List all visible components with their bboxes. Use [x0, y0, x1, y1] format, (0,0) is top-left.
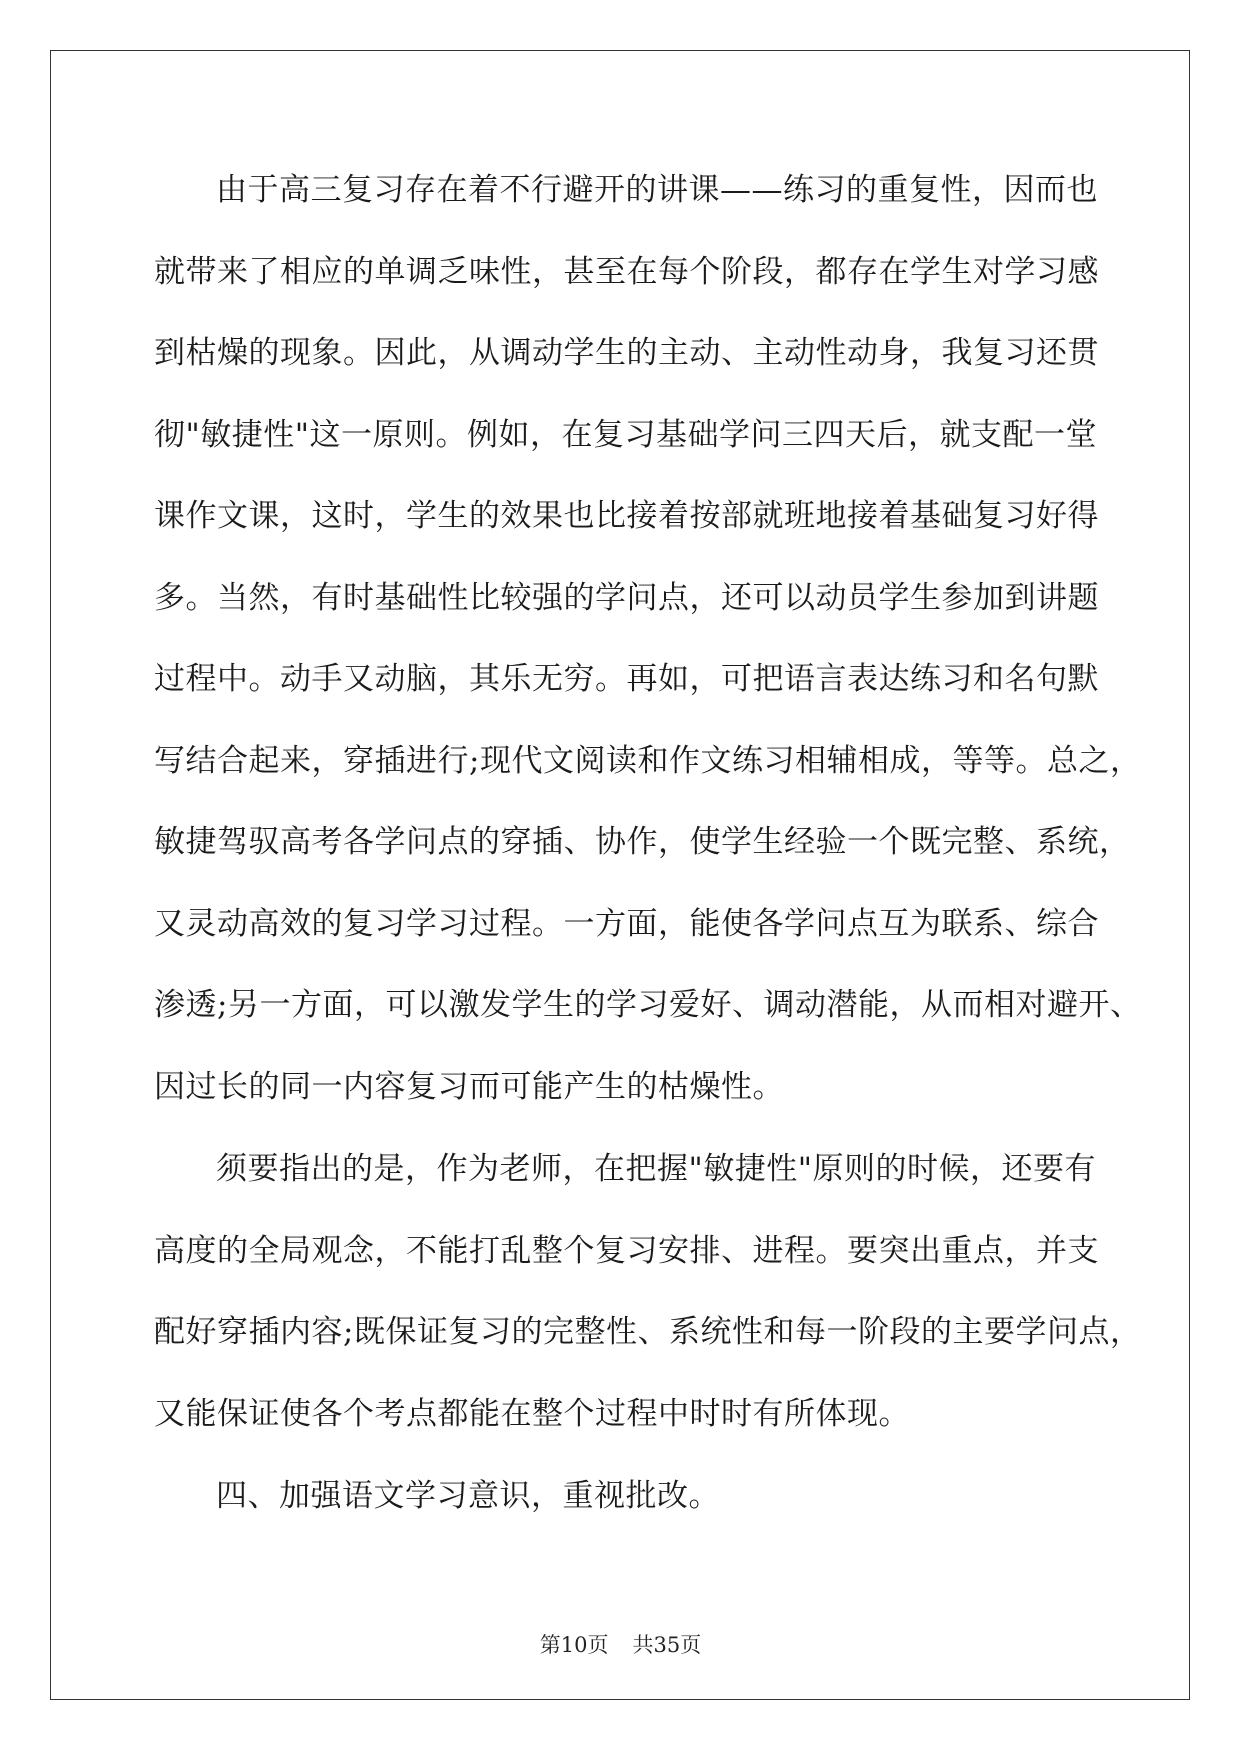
- text-line: 渗透;另一方面，可以激发学生的学习爱好、调动潜能，从而相对避开、: [154, 987, 1142, 1023]
- text-line: 就带来了相应的单调乏味性，甚至在每个阶段，都存在学生对学习感: [154, 253, 1099, 290]
- section-heading: 四、加强语文学习意识，重视批改。: [216, 1478, 720, 1514]
- text-line: 写结合起来，穿插进行;现代文阅读和作文练习相辅相成，等等。总之，: [154, 742, 1142, 779]
- text-line: 过程中。动手又动脑，其乐无穷。再如，可把语言表达练习和名句默: [154, 661, 1099, 697]
- paragraph-3-heading: [154, 1466, 1090, 1548]
- text-line: 须要指出的是，作为老师，在把握"敏捷性"原则的时候，还要有: [216, 1151, 1097, 1187]
- text-line: 由于高三复习存在着不行避开的讲课——练习的重复性，因而也: [216, 172, 1098, 208]
- text-line: 多。当然，有时基础性比较强的学问点，还可以动员学生参加到讲题: [154, 579, 1099, 616]
- text-line: 敏捷驾驭高考各学问点的穿插、协作，使学生经验一个既完整、系统，: [154, 824, 1131, 860]
- text-line: 到枯燥的现象。因此，从调动学生的主动、主动性动身，我复习还贯: [154, 335, 1099, 371]
- text-line: 课作文课，这时，学生的效果也比接着按部就班地接着基础复习好得: [154, 498, 1099, 534]
- document-body: [154, 160, 1142, 1549]
- page-footer: [0, 1630, 1241, 1660]
- text-line: 彻"敏捷性"这一原则。例如，在复习基础学问三四天后，就支配一堂: [154, 416, 1098, 453]
- text-line: 高度的全局观念，不能打乱整个复习安排、进程。要突出重点，并支: [154, 1232, 1099, 1269]
- text-line: 又灵动高效的复习学习过程。一方面，能使各学问点互为联系、综合: [154, 905, 1099, 942]
- paragraph-2: [154, 1139, 1142, 1465]
- text-line: 因过长的同一内容复习而可能产生的枯燥性。: [154, 1068, 784, 1105]
- paragraph-1: [154, 160, 1142, 1138]
- page-number: 第10页: [539, 1633, 609, 1657]
- page-total: 共35页: [632, 1633, 702, 1657]
- text-line: 配好穿插内容;既保证复习的完整性、系统性和每一阶段的主要学问点，: [154, 1314, 1142, 1350]
- text-line: 又能保证使各个考点都能在整个过程中时时有所体现。: [154, 1395, 910, 1432]
